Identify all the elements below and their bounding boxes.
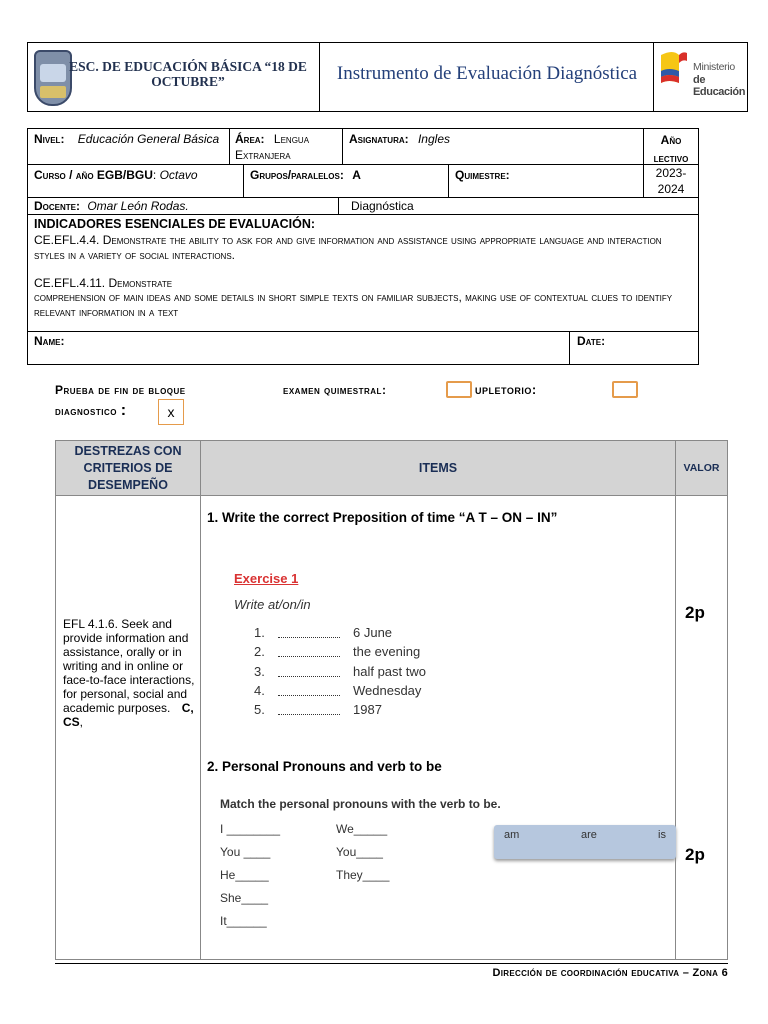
exercise-1-image: Exercise 1 Write at/on/in 1. 6 June 2. the evening 3. half past two 4. Wednesday 5. 1987 — [209, 566, 469, 728]
ecuador-flag-icon — [659, 49, 689, 85]
examen-label: examen quimestral: — [283, 383, 387, 397]
indicator-1: CE.EFL.4.4. Demonstrate the ability to ask for and give information and assistance using appropriate language and interaction styles in a variety of social interactions. — [34, 233, 662, 262]
pronoun-blank: We_____ — [336, 822, 388, 836]
question-2-points: 2p — [685, 845, 705, 864]
pronoun-blank: She____ — [220, 891, 269, 905]
curso-label: Curso / año EGB/BGU — [34, 168, 153, 182]
verb-option: are — [581, 829, 597, 841]
ministry-line1: Ministerio — [693, 61, 735, 73]
verb-to-be-box — [494, 825, 676, 859]
nivel-label: Nivel: — [34, 132, 65, 146]
anio-field — [645, 131, 697, 167]
column-header-destrezas: DESTREZAS CON CRITERIOS DE DESEMPEÑO — [56, 441, 200, 495]
examen-checkbox[interactable] — [446, 381, 472, 398]
quimestre-label: Quimestre: — [455, 168, 510, 182]
criterion-text: EFL 4.1.6. Seek and provide information and assistance, orally or in writing and in online or face-to-face interactions, for personal, social and academic purposes. — [63, 617, 195, 715]
indicator-2-code: CE.EFL.4.11. Demonstrate — [34, 276, 173, 290]
footer-rule — [55, 963, 728, 964]
title-cell — [320, 43, 654, 111]
school-crest-icon — [34, 50, 72, 106]
docente-label: Docente: — [34, 199, 80, 213]
name-label: Name: — [34, 334, 65, 348]
anio-value: 2023-2024 — [655, 166, 687, 196]
prueba-label: Prueba de fin de bloque — [55, 383, 186, 397]
info-table — [27, 128, 699, 365]
pronoun-blank: They____ — [336, 868, 390, 882]
ministry-cell — [654, 43, 748, 111]
exercise-1-instruction: Write at/on/in — [234, 597, 311, 612]
school-name: ESC. DE EDUCACIÓN BÁSICA “18 DE OCTUBRE” — [69, 59, 307, 89]
anio-label: Año lectivo — [653, 133, 689, 165]
footer-text: Dirección de coordinación educativa – Zona 6 — [492, 967, 728, 979]
pronoun-blank: It______ — [220, 914, 267, 928]
column-header-valor: VALOR — [676, 441, 727, 495]
date-label: Date: — [577, 334, 606, 348]
nivel-field — [34, 131, 224, 147]
area-value: Lengua Extranjera — [235, 132, 310, 162]
exercise-2-image — [209, 793, 679, 933]
asignatura-label: Asignatura: — [349, 132, 409, 146]
tipo-value: Diagnóstica — [351, 199, 414, 213]
question-1-points: 2p — [685, 603, 705, 622]
date-field[interactable] — [577, 333, 605, 349]
curso-field: Curso / año EGB/BGU: Octavo — [34, 168, 198, 182]
pronoun-blank: You____ — [336, 845, 383, 859]
document-header — [27, 42, 748, 112]
diagnostico-field: diagnostico : — [55, 402, 127, 419]
indicadores-heading: INDICADORES ESENCIALES DE EVALUACIÓN: — [34, 217, 316, 231]
verb-option: am — [504, 829, 520, 841]
docente-value: Omar León Rodas. — [87, 199, 189, 213]
items-table — [55, 440, 728, 960]
ministry-line2: de Educación — [693, 74, 746, 98]
document-title: Instrumento de Evaluación Diagnóstica — [336, 63, 638, 84]
nivel-value: Educación General Básica — [77, 132, 220, 146]
exercise-2-heading: Match the personal pronouns with the verb to be. — [220, 797, 501, 811]
diagnostico-label: diagnostico — [55, 404, 117, 418]
asignatura-value: Ingles — [417, 132, 450, 146]
grupos-label: Grupos/paralelos: — [250, 168, 344, 182]
ministry-logo — [659, 49, 747, 105]
pronoun-blank: You ____ — [220, 845, 271, 859]
name-field[interactable] — [34, 333, 64, 349]
quimestre-field — [455, 167, 640, 183]
supletorio-checkbox[interactable] — [612, 381, 638, 398]
area-label: Área: — [235, 132, 265, 146]
asignatura-field — [349, 131, 639, 147]
docente-field — [34, 198, 334, 214]
pronoun-blank: I ________ — [220, 822, 281, 836]
question-1: 1. Write the correct Preposition of time “A T – ON – IN” — [207, 510, 558, 525]
indicator-2-text: comprehension of main ideas and some details in short simple texts on familiar subjects, making use of contextual clues to identify relevant information in a text — [34, 290, 673, 319]
column-header-items: ITEMS — [201, 441, 675, 495]
criterion-tags: C, CS — [63, 701, 194, 729]
question-2: 2. Personal Pronouns and verb to be — [207, 759, 442, 774]
pronoun-blank: He_____ — [220, 868, 269, 882]
area-field — [235, 131, 340, 163]
curso-value: Octavo — [159, 168, 198, 182]
supletorio-label: upletorio: — [475, 382, 537, 397]
verb-option: is — [658, 829, 666, 841]
exercise-1-heading: Exercise 1 — [234, 571, 299, 586]
school-cell — [28, 43, 320, 111]
criterion-cell: EFL 4.1.6. Seek and provide information and assistance, orally or in writing and in online or face-to-face interactions, for personal, social and academic purposes. C, CS, — [63, 617, 195, 729]
grupos-field — [250, 167, 445, 183]
grupos-value: A — [352, 168, 361, 182]
diagnostico-checkbox[interactable]: x — [158, 399, 184, 425]
